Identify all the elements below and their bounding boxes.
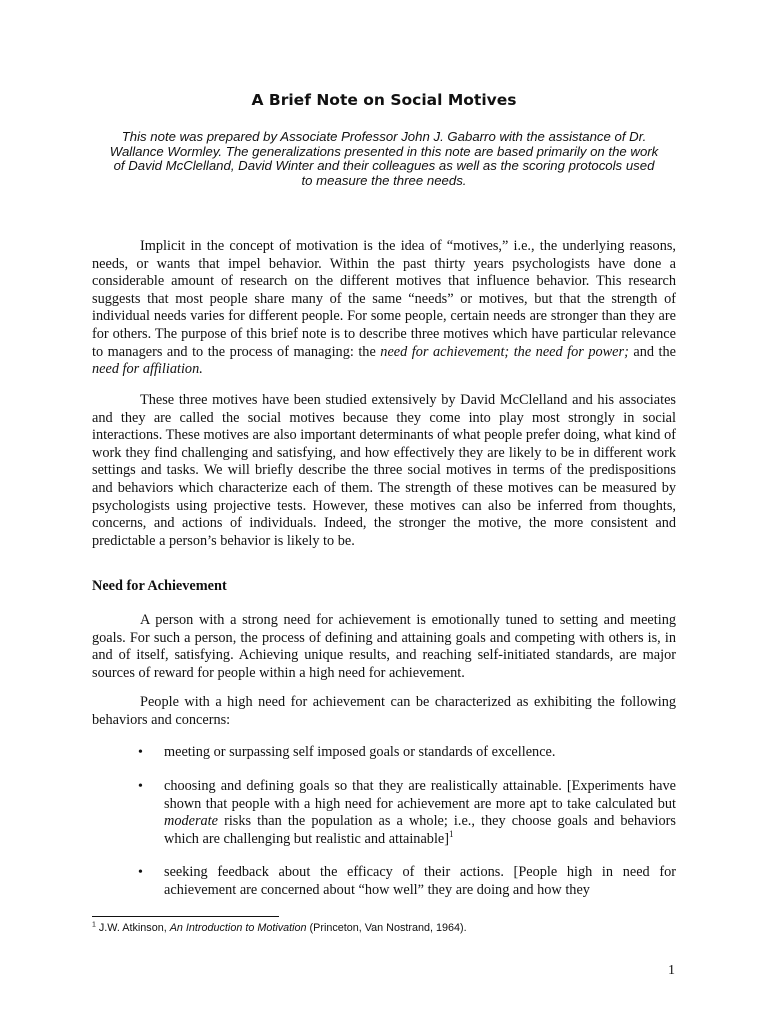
paragraph-achievement-definition: A person with a strong need for achievement is emotionally tuned to setting and meeting goals. For such a person, the process of defining and attaining goals and competing with others is, in and of itself, satisfying. Achieving unique results, and reaching self-initiated standards, are major sources of reward for people within a high need for achievement. <box>92 612 676 681</box>
paragraph-social-motives: These three motives have been studied extensively by David McClelland and his associates and they are called the social motives because they come into play most strongly in social interactions. These motives are also important determinants of what people prefer doing, what kind of work they find challenging and satisfying, and how effectively they are likely to be in different work settings and tasks. We will briefly describe the three social motives in terms of the predispositions and behaviors which characterize each of them. The strength of these motives can be measured by psychologists using projective tests. However, these motives can also be inferred from thoughts, concerns, and actions of individuals. Indeed, the stronger the motive, the more consistent and predictable a person’s behavior is likely to be. <box>92 392 676 549</box>
section-heading-achievement: Need for Achievement <box>92 578 227 594</box>
bullet-item-goals: meeting or surpassing self imposed goals or standards of excellence. <box>164 744 556 760</box>
bullet-marker: • <box>138 779 143 794</box>
emphasis-moderate: moderate <box>164 813 218 830</box>
bullet-marker: • <box>138 745 143 760</box>
footnote-book-title: An Introduction to Motivation <box>169 922 307 934</box>
document-title: A Brief Note on Social Motives <box>251 91 517 109</box>
paragraph-text: Implicit in the concept of motivation is the idea of “motives,” i.e., the underlying reasons, needs, or wants that impel behavior. Within the past thirty years psychologists have done a considerable amount of research on the different motives that influence behavior. This research suggests that most people share many of the same “needs” or motives, but that the strength of individual needs varies for different people. For some people, certain needs are stronger than they are for others. The purpose of this brief note is to describe three motives which have particular relevance to managers and to the process of managing: the <box>92 238 676 360</box>
bullet-item-realistic-goals <box>164 778 676 848</box>
footnote-text: J.W. Atkinson, <box>95 922 170 934</box>
paragraph-achievement-behaviors: People with a high need for achievement can be characterized as exhibiting the following behaviors and concerns: <box>92 694 676 728</box>
emphasis-affiliation: need for affiliation. <box>92 361 203 378</box>
abstract-note: This note was prepared by Associate Professor John J. Gabarro with the assistance of Dr. Wallance Wormley. The generalizations presented in this note are based primarily on the work of David McClelland, David Winter and their colleagues as well as the scoring protocols used to measure the three needs. <box>109 129 659 188</box>
bullet-text-post: risks than the population as a whole; i.e., they choose goals and behaviors which are challenging but realistic and attainable] <box>164 813 676 847</box>
bullet-item-feedback: seeking feedback about the efficacy of their actions. [People high in need for achievement are concerned about “how well” they are doing and how they <box>164 864 676 898</box>
bullet-text: choosing and defining goals so that they are realistically attainable. [Experiments have shown that people with a high need for achievement are more apt to take calculated but <box>164 778 676 812</box>
footnote-reference: 1 <box>449 829 454 840</box>
paragraph-motives-intro <box>92 238 676 379</box>
footnote-text-post: (Princeton, Van Nostrand, 1964). <box>306 922 467 934</box>
footnote-divider <box>92 916 279 917</box>
footnote <box>92 922 467 935</box>
page-number: 1 <box>668 963 675 978</box>
paragraph-text-mid: and the <box>628 343 676 360</box>
footnote-number: 1 <box>92 921 96 929</box>
bullet-marker: • <box>138 865 143 880</box>
emphasis-achievement-power: need for achievement; the need for power; <box>380 343 629 360</box>
